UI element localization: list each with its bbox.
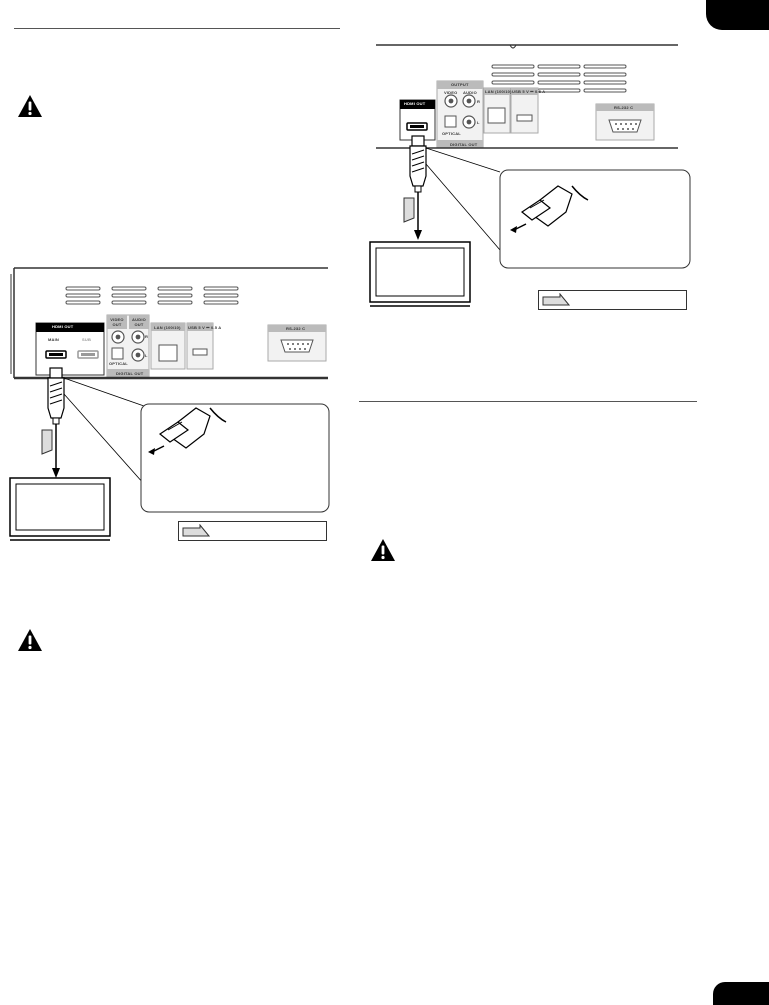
video-out-label: VIDEO OUT [110, 317, 124, 327]
rs232c-label: RS-232 C [286, 326, 306, 331]
hdmi-out-label: HDMI OUT [52, 324, 74, 329]
optical-label: OPTICAL [109, 361, 128, 366]
digital-out-label: DIGITAL OUT [116, 371, 144, 376]
player-rear-panel-drawing [8, 262, 343, 552]
connection-diagram-top-right [360, 40, 700, 320]
heading-rule-left [14, 28, 340, 29]
lan-label: LAN (100/10) [154, 325, 181, 330]
direction-arrow-icon [542, 293, 570, 306]
digital-out-label: DIGITAL OUT [450, 142, 478, 147]
optical-label: OPTICAL [442, 131, 461, 136]
usb-label: USB 5 V ⎓ 0.5 A [188, 325, 222, 330]
audio-l-label: L [477, 120, 480, 125]
warning-triangle-icon [370, 538, 396, 562]
connection-diagram-left [8, 262, 343, 552]
section-tab [706, 0, 769, 30]
direction-arrow-icon [182, 524, 210, 537]
player-rear-panel-drawing [360, 40, 700, 320]
usb-label: USB 5 V ⎓ 0.5 A [512, 89, 546, 94]
rs232c-label: RS-232 C [614, 105, 634, 110]
audio-r-label: R [145, 334, 149, 339]
hdmi-out-label: HDMI OUT [404, 101, 426, 106]
heading-rule-right [359, 401, 697, 402]
audio-label: AUDIO [463, 90, 477, 95]
lan-label: LAN (100/10) [485, 89, 512, 94]
audio-r-label: R [477, 99, 481, 104]
page-number-badge [713, 982, 769, 1005]
audio-l-label: L [145, 353, 148, 358]
output-label: OUTPUT [451, 82, 469, 87]
main-label: MAIN [48, 337, 60, 342]
warning-triangle-icon [17, 94, 43, 118]
sub-label: SUB [82, 337, 92, 342]
video-label: VIDEO [444, 90, 458, 95]
warning-triangle-icon [17, 628, 43, 652]
audio-out-label: AUDIO OUT [132, 317, 146, 327]
